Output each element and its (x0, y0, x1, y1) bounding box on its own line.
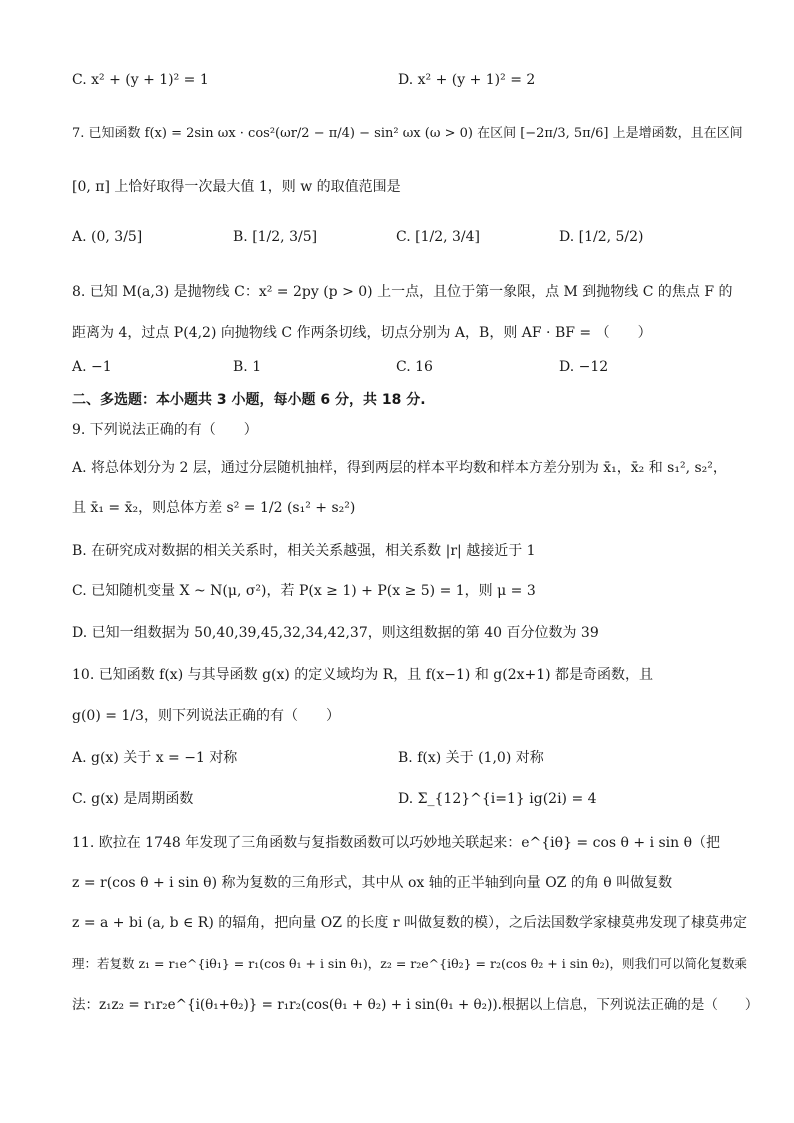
q10-option-a: A. g(x) 关于 x = −1 对称 (72, 750, 238, 766)
q11-stem-line5: 法：z₁z₂ = r₁r₂e^{i(θ₁+θ₂)} = r₁r₂(cos(θ₁ + θ₂) + i sin(θ₁ + θ₂)).根据以上信息，下列说法正确的是（ ） (72, 997, 759, 1013)
q8-option-b: B. 1 (233, 359, 262, 375)
q9-option-a-line1: A. 将总体划分为 2 层，通过分层随机抽样，得到两层的样本平均数和样本方差分别为 x̄₁，x̄₂ 和 s₁², s₂²， (72, 460, 727, 476)
q9-option-d: D. 已知一组数据为 50,40,39,45,32,34,42,37，则这组数据的第 40 百分位数为 39 (72, 625, 599, 641)
q10-stem-line2: g(0) = 1/3，则下列说法正确的有（ ） (72, 708, 340, 724)
q8-stem-line2: 距离为 4，过点 P(4,2) 向抛物线 C 作两条切线，切点分别为 A，B，则 AF · BF = （ ） (72, 325, 652, 341)
q11-stem-line4: 理：若复数 z₁ = r₁e^{iθ₁} = r₁(cos θ₁ + i sin θ₁)，z₂ = r₂e^{iθ₂} = r₂(cos θ₂ + i sin θ₂)，则我们可以简化复数乘 (72, 956, 748, 971)
q7-option-c: C. [1/2, 3/4] (396, 229, 480, 245)
q9-stem: 9. 下列说法正确的有（ ） (72, 422, 258, 438)
q11-stem-line3: z = a + bi (a, b ∈ R) 的辐角，把向量 OZ 的长度 r 叫做复数的模），之后法国数学家棣莫弗发现了棣莫弗定 (72, 915, 747, 931)
q6-option-c: C. x² + (y + 1)² = 1 (72, 72, 209, 88)
q9-option-c: C. 已知随机变量 X ~ N(μ, σ²)，若 P(x ≥ 1) + P(x ≥ 5) = 1，则 μ = 3 (72, 583, 536, 599)
q11-stem-line2: z = r(cos θ + i sin θ) 称为复数的三角形式，其中从 ox 轴的正半轴到向量 OZ 的角 θ 叫做复数 (72, 875, 673, 891)
q10-option-d: D. Σ_{12}^{i=1} ig(2i) = 4 (398, 791, 597, 807)
q7-option-a: A. (0, 3/5] (72, 229, 143, 245)
q7-stem-line1: 7. 已知函数 f(x) = 2sin ωx · cos²(ωr/2 − π/4) − sin² ωx (ω > 0) 在区间 [−2π/3, 5π/6] 上是增函数，且在区间 (72, 126, 743, 141)
q10-option-b: B. f(x) 关于 (1,0) 对称 (398, 750, 544, 766)
q8-stem-line1: 8. 已知 M(a,3) 是抛物线 C：x² = 2py (p > 0) 上一点，且位于第一象限，点 M 到抛物线 C 的焦点 F 的 (72, 284, 733, 300)
section-multi-choice-heading: 二、多选题：本小题共 3 小题，每小题 6 分，共 18 分. (72, 392, 426, 408)
q9-option-b: B. 在研究成对数据的相关关系时，相关关系越强，相关系数 |r| 越接近于 1 (72, 543, 536, 559)
q6-option-d: D. x² + (y + 1)² = 2 (398, 72, 536, 88)
q8-option-c: C. 16 (396, 359, 433, 375)
q7-option-b: B. [1/2, 3/5] (233, 229, 318, 245)
q10-option-c: C. g(x) 是周期函数 (72, 791, 194, 807)
q11-stem-line1: 11. 欧拉在 1748 年发现了三角函数与复指数函数可以巧妙地关联起来：e^{iθ} = cos θ + i sin θ（把 (72, 835, 721, 851)
q8-option-a: A. −1 (72, 359, 112, 375)
q7-option-d: D. [1/2, 5/2) (559, 229, 644, 245)
q9-option-a-line2: 且 x̄₁ = x̄₂，则总体方差 s² = 1/2 (s₁² + s₂²) (72, 500, 356, 516)
q10-stem-line1: 10. 已知函数 f(x) 与其导函数 g(x) 的定义域均为 R，且 f(x−1) 和 g(2x+1) 都是奇函数，且 (72, 667, 654, 683)
q7-stem-line2: [0, π] 上恰好取得一次最大值 1，则 w 的取值范围是 (72, 179, 401, 195)
q8-option-d: D. −12 (559, 359, 609, 375)
